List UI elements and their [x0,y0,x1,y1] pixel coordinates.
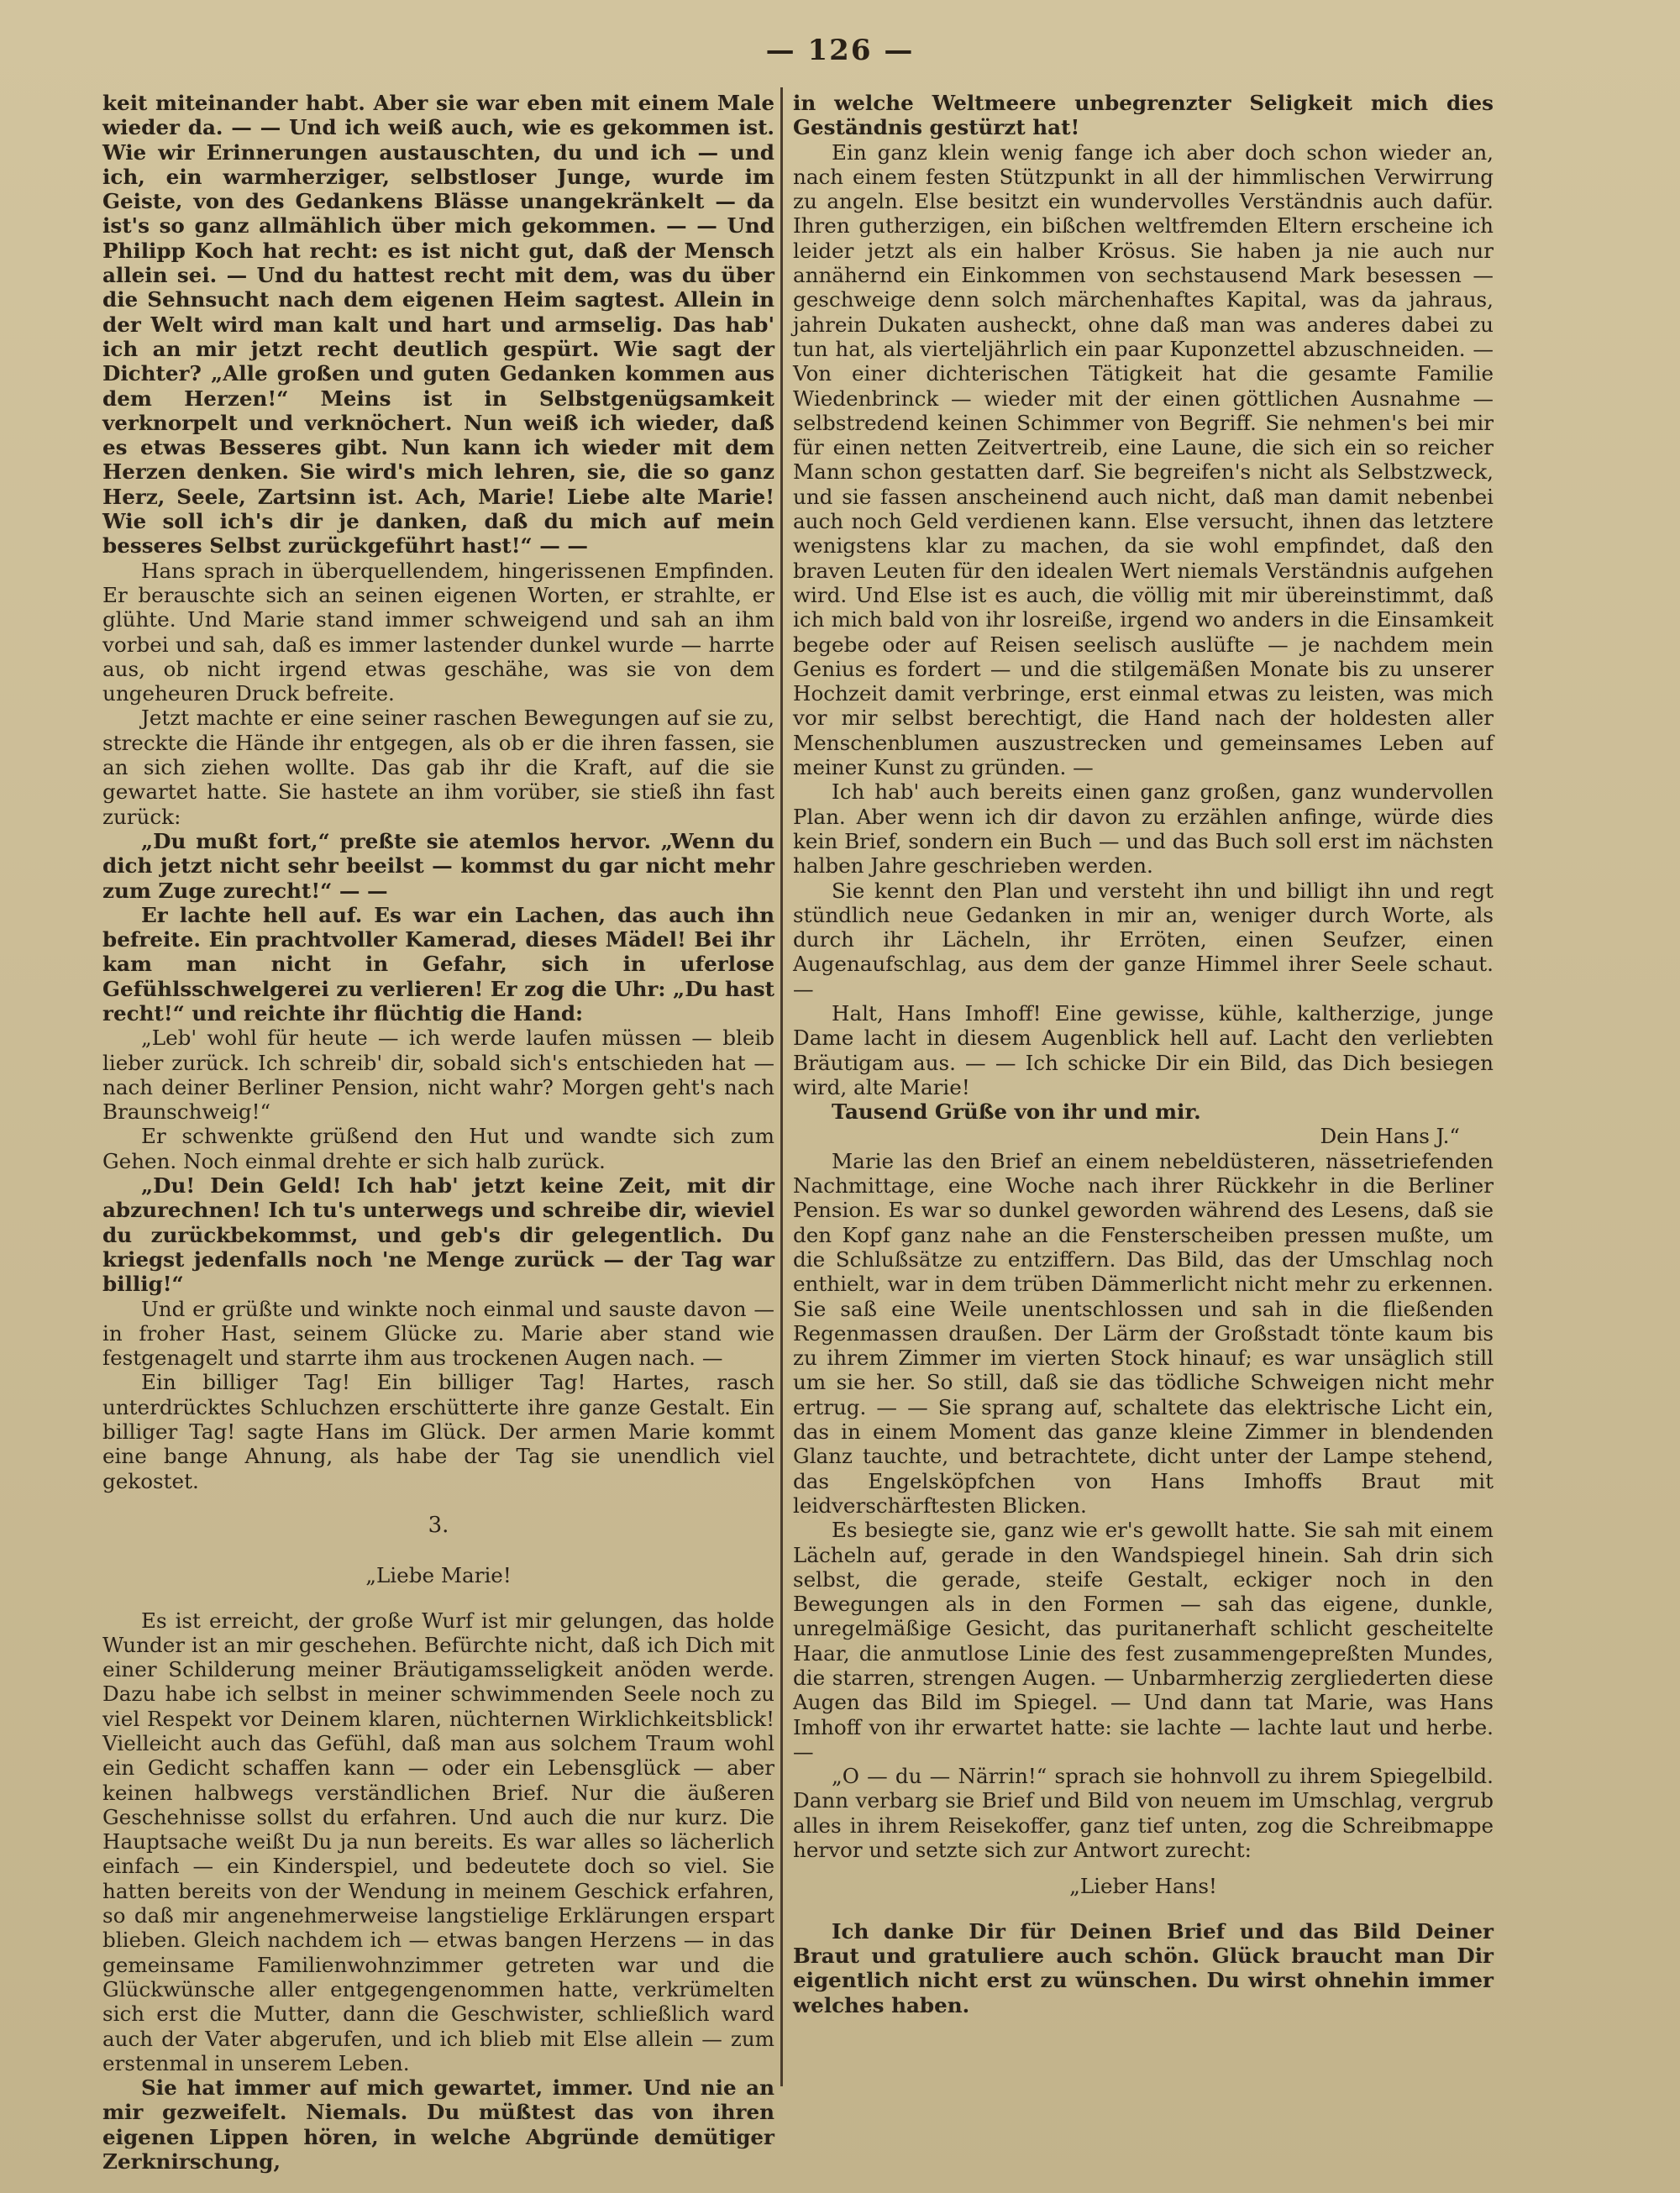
story-paragraph: Es besiegte sie, ganz wie er's gewollt hatte. Sie sah mit einem Lächeln auf, gerade in den Wandspiegel hinein. Sah drin sich selbst, die gerade, steife Gestalt, eckiger noch in den Bewegungen als in den Formen — sah das eigene, dunkle, unregelmäßige Gesicht, das puritanerhaft schlicht gescheitelte Haar, die anmutlose Linie des fest zusammengepreßten Mundes, die starren, strengen Augen. — Unbarmherzig zergliederten diese Augen das Bild im Spiegel. — Und dann tat Marie, was Hans Imhoff von ihr erwartet hatte: sie lachte — lachte laut und herbe. — [793,1518,1494,1764]
letter-paragraph: Es ist erreicht, der große Wurf ist mir gelungen, das holde Wunder ist an mir geschehen. Befürchte nicht, daß ich Dich mit einer Schilderung meiner Bräutigamsseligkeit anöden werde. Dazu habe ich selbst in meiner schwimmenden Seele noch zu viel Respekt vor Deinem klaren, nüchternen Wirklichkeitsblick! Vielleicht auch das Gefühl, daß man aus solchem Traum wohl ein Gedicht schaffen kann — oder ein Lebensglück — aber keinen halbwegs verständlichen Brief. Nur die äußeren Geschehnisse sollst du erfahren. Und auch die nur kurz. Die Hauptsache weißt Du ja nun bereits. Es war alles so lächerlich einfach — ein Kinderspiel, und bedeutete doch so viel. Sie hatten bereits von der Wendung in meinem Geschick erfahren, so daß mir angenehmerweise langstielige Erklärungen erspart blieben. Gleich nachdem ich — etwas bangen Herzens — in das gemeinsame Familienwohnzimmer getreten war und die Glückwünsche aller entgegengenommen hatte, verkrümelten sich erst die Mutter, dann die Geschwister, schließlich ward auch der Vater abgerufen, und ich blieb mit Else allein — zum erstenmal in unserem Leben. [102,1608,774,2075]
story-paragraph: „Leb' wohl für heute — ich werde laufen müssen — bleib lieber zurück. Ich schreib' dir, sobald sich's entschieden hat — nach deiner Berliner Pension, nicht wahr? Morgen geht's nach Braunschweig!“ [102,1026,774,1125]
page-number: — 126 — [765,34,915,67]
section-number: 3. [428,1512,449,1538]
letter-paragraph: Sie kennt den Plan und versteht ihn und billigt ihn und regt stündlich neue Gedanken in mir an, weniger durch Worte, als durch ihr Lächeln, ihr Erröten, einen Seufzer, einen Augenaufschlag, aus dem der ganze Himmel ihrer Seele schaut. — [793,878,1494,1001]
story-paragraph: Ein billiger Tag! Ein billiger Tag! Hartes, rasch unterdrücktes Schluchzen erschütterte ihre ganze Gestalt. Ein billiger Tag! sagte Hans im Glück. Der armen Marie kommt eine bange Ahnung, als habe der Tag sie unendlich viel gekostet. [102,1370,774,1493]
story-paragraph: „Du mußt fort,“ preßte sie atemlos hervor. „Wenn du dich jetzt nicht sehr beeilst — kommst du gar nicht mehr zum Zuge zurecht!“ — — [102,828,774,903]
left-column [102,91,774,2174]
story-paragraph: Hans sprach in überquellendem, hingerissenen Empfinden. Er berauschte sich an seinen eigenen Worten, er strahlte, er glühte. Und Marie stand immer schweigend und sah an ihm vorbei und sah, daß es immer lastender dunkel wurde — harrte aus, ob nicht irgend etwas geschähe, was sie von dem ungeheuren Druck befreite. [102,558,774,706]
letter-paragraph: Ich hab' auch bereits einen ganz großen, ganz wundervollen Plan. Aber wenn ich dir davon zu erzählen anfinge, würde dies kein Brief, sondern ein Buch — und das Buch soll erst im nächsten halben Jahre geschrieben werden. [793,779,1494,879]
letter-paragraph: in welche Weltmeere unbegrenzter Seligkeit mich dies Geständnis gestürzt hat! [793,91,1494,140]
letter-signature: Dein Hans J.“ [1320,1124,1460,1149]
reply-salutation: „Lieber Hans! [1069,1874,1217,1899]
reply-paragraph: Ich danke Dir für Deinen Brief und das Bild Deiner Braut und gratuliere auch schön. Glück braucht man Dir eigentlich nicht erst zu wünschen. Du wirst ohnehin immer welches haben. [793,1918,1494,2017]
story-paragraph: „Du! Dein Geld! Ich hab' jetzt keine Zeit, mit dir abzurechnen! Ich tu's unterwegs und schreibe dir, wieviel du zurückbekommst, und geb's dir gelegentlich. Du kriegst jedenfalls noch 'ne Menge zurück — der Tag war billig!“ [102,1173,774,1297]
story-paragraph: keit miteinander habt. Aber sie war eben mit einem Male wieder da. — — Und ich weiß auch, wie es gekommen ist. Wie wir Erinnerungen austauschten, du und ich — und ich, ein warmherziger, selbstloser Junge, wurde im Geiste, von des Gedankens Blässe unangekränkelt — da ist's so ganz allmählich über mich gekommen. — — Und Philipp Koch hat recht: es ist nicht gut, daß der Mensch allein sei. — Und du hattest recht mit dem, was du über die Sehnsucht nach dem eigenen Heim sagtest. Allein in der Welt wird man kalt und hart und armselig. Das hab' ich an mir jetzt recht deutlich gespürt. Wie sagt der Dichter? „Alle großen und guten Gedanken kommen aus dem Herzen!“ Meins ist in Selbstgenügsamkeit verknorpelt und verknöchert. Nun weiß ich wieder, daß es etwas Besseres gibt. Nun kann ich wieder mit dem Herzen denken. Sie wird's mich lehren, sie, die so ganz Herz, Seele, Zartsinn ist. Ach, Marie! Liebe alte Marie! Wie soll ich's dir je danken, daß du mich auf mein besseres Selbst zurückgeführt hast!“ — — [102,91,774,559]
story-paragraph: Er lachte hell auf. Es war ein Lachen, das auch ihn befreite. Ein prachtvoller Kamerad, dieses Mädel! Bei ihr kam man nicht in Gefahr, sich in uferlose Gefühlsschwelgerei zu verlieren! Er zog die Uhr: „Du hast recht!“ und reichte ihr flüchtig die Hand: [102,902,774,1026]
story-paragraph: Und er grüßte und winkte noch einmal und sauste davon — in froher Hast, seinem Glücke zu. Marie aber stand wie festgenagelt und starrte ihm aus trockenen Augen nach. — [102,1296,774,1371]
letter-paragraph: Ein ganz klein wenig fange ich aber doch schon wieder an, nach einem festen Stützpunkt in all der himmlischen Verwirrung zu angeln. Else besitzt ein wundervolles Verständnis auch dafür. Ihren gutherzigen, ein bißchen weltfremden Eltern erscheine ich leider jetzt als ein halber Krösus. Sie haben ja nie auch nur annähernd ein Einkommen von sechstausend Mark besessen — geschweige denn solch märchenhaftes Kapital, was da jahraus, jahrein Dukaten ausheckt, ohne daß man was anderes dabei zu tun hat, als vierteljährlich ein paar Kuponzettel abzuschneiden. — Von einer dichterischen Tätigkeit hat die gesamte Familie Wiedenbrinck — wieder mit der einen göttlichen Ausnahme — selbstredend keinen Schimmer von Begriff. Sie nehmen's bei mir für einen netten Zeitvertreib, eine Laune, die sich ein so reicher Mann schon gestatten darf. Sie begreifen's nicht als Selbstzweck, und sie fassen anscheinend auch nicht, daß man damit nebenbei auch noch Geld verdienen kann. Else versucht, ihnen das letztere wenigstens klar zu machen, da sie wohl empfindet, daß den braven Leuten für den idealen Wert niemals Verständnis aufgehen wird. Und Else ist es auch, die völlig mit mir übereinstimmt, daß ich mich bald von ihr losreiße, irgend wo anders in die Einsamkeit begebe oder auf Reisen seelisch auslüfte — je nachdem mein Genius es fordert — und die stilgemäßen Monate bis zu unserer Hochzeit damit verbringe, erst einmal etwas zu leisten, was mich vor mir selbst berechtigt, die Hand nach der holdesten aller Menschenblumen auszustrecken und gemeinsames Leben auf meiner Kunst zu gründen. — [793,139,1494,780]
story-paragraph: Jetzt machte er eine seiner raschen Bewegungen auf sie zu, streckte die Hände ihr entgegen, als ob er die ihren fassen, sie an sich ziehen wollte. Das gab ihr die Kraft, auf die sie gewartet hatte. Sie hastete an ihm vorüber, sie stieß ihn fast zurück: [102,706,774,829]
letter-closing: Tausend Grüße von ihr und mir. [832,1099,1201,1125]
story-paragraph: Marie las den Brief an einem nebeldüsteren, nässetriefenden Nachmittage, eine Woche nach ihrer Rückkehr in die Berliner Pension. Es war so dunkel geworden während des Lesens, daß sie den Kopf ganz nahe an die Fensterscheiben pressen mußte, um die Schlußsätze zu entziffern. Das Bild, das der Umschlag noch enthielt, war in dem trüben Dämmerlicht nicht mehr zu erkennen. Sie saß eine Weile unentschlossen und sah in die fließenden Regenmassen draußen. Der Lärm der Großstadt tönte kaum bis zu ihrem Zimmer im vierten Stock hinauf; es war unsäglich still um sie her. So still, daß sie das tödliche Schweigen nicht mehr ertrug. — — Sie sprang auf, schaltete das elektrische Licht ein, das in einem Moment das ganze kleine Zimmer in blendenden Glanz tauchte, und betrachtete, dicht unter der Lampe stehend, das Engelsköpfchen von Hans Imhoffs Braut mit leidverschärftesten Blicken. [793,1148,1494,1518]
story-paragraph: Er schwenkte grüßend den Hut und wandte sich zum Gehen. Noch einmal drehte er sich halb zurück. [102,1124,774,1173]
letter-paragraph: Sie hat immer auf mich gewartet, immer. Und nie an mir gezweifelt. Niemals. Du müßtest das von ihren eigenen Lippen hören, in welche Abgründe demütiger Zerknirschung, [102,2075,774,2175]
letter-paragraph: Halt, Hans Imhoff! Eine gewisse, kühle, kaltherzige, junge Dame lacht in diesem Augenblick hell auf. Lacht den verliebten Bräutigam aus. — — Ich schicke Dir ein Bild, das Dich besiegen wird, alte Marie! [793,1000,1494,1099]
column-divider [780,87,783,2086]
right-column [793,91,1494,2017]
letter-salutation: „Liebe Marie! [365,1563,512,1588]
story-paragraph: „O — du — Närrin!“ sprach sie hohnvoll zu ihrem Spiegelbild. Dann verbarg sie Brief und Bild von neuem im Umschlag, vergrub alles in ihrem Reisekoffer, ganz tief unten, zog die Schreibmappe hervor und setzte sich zur Antwort zurecht: [793,1764,1494,1863]
